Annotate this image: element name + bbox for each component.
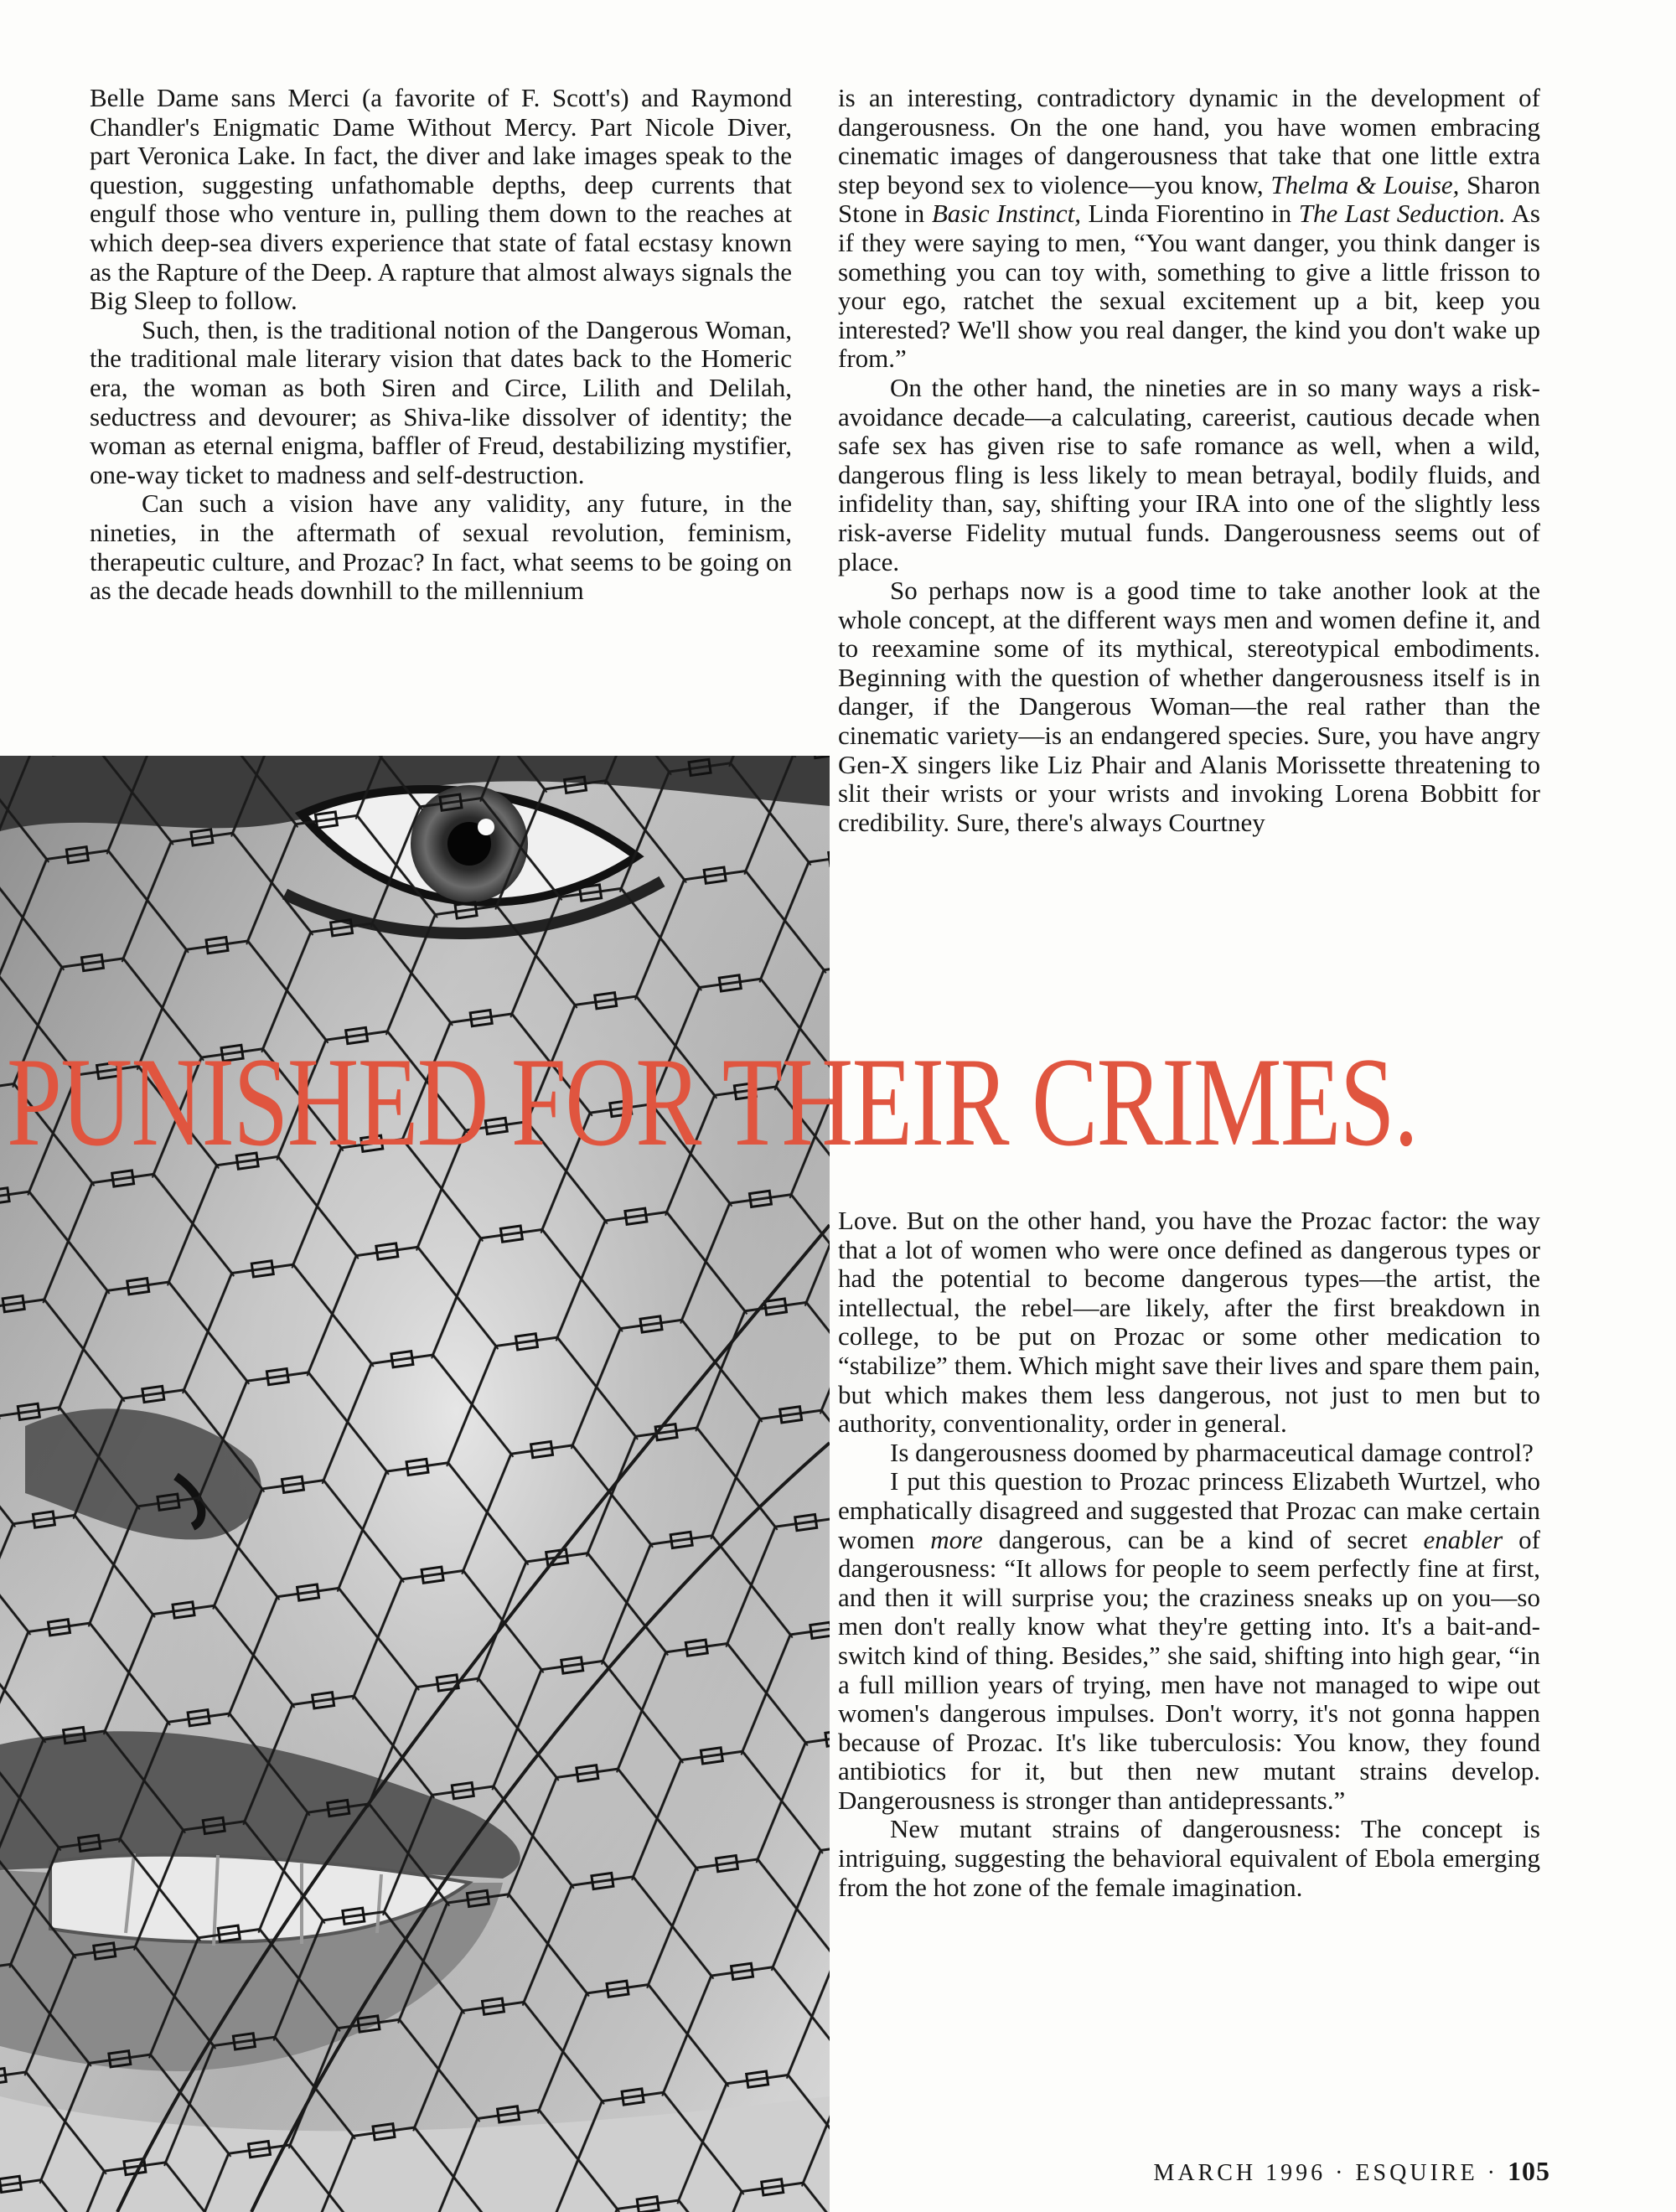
paragraph: Can such a vision have any validity, any future, in the nineties, in the aftermath of sexual revolution, feminism, therapeutic culture, and Prozac? In fact, what seems to be going on as the decade heads downhill to the millennium xyxy=(90,488,792,606)
film-title: The Last Seduction. xyxy=(1298,199,1506,229)
text-run: As if they were saying to men, “You want danger, you think danger is something you can toy with, something to give a little frisson to your ego, ratchet the sexual excitement up a bit, keep you interested? We'll show you real danger, the kind you don't wake up from.” xyxy=(838,199,1540,374)
emphasis: more xyxy=(930,1524,983,1554)
text-run: I put this question to Prozac princess Elizabeth Wurtzel, who emphatically disagreed and suggested that Prozac can make certain women xyxy=(838,1466,1540,1554)
text-run: of dangerousness: “It allows for people to seem perfectly fine at first, and then it will surprise you; the craziness sneaks up on you—so men don't really know what they're getting into. It's a bait-and-switch kind of thing. Besides,” she said, shifting into high gear, “in a full million years of trying, men have not managed to wipe out women's dangerous impulses. Don't worry, it's not gonna happen because of Prozac. It's like tuberculosis: You know, they found antibiotics for it, but then new mutant strains develop. Dangerousness is stronger than antidepressants.” xyxy=(838,1524,1540,1815)
paragraph: So perhaps now is a good time to take another look at the whole concept, at the different ways men and women define it, and to reexamine some of its mythical, stereotypical embodiments. Beginning with the question of whether dangerousness itself is in danger, if the Dangerous Woman—the real rather than the cinematic variety—is an endangered species. Sure, you have angry Gen-X singers like Liz Phair and Alanis Morissette threatening to slit their wrists or your wrists and invoking Lorena Bobbitt for credibility. Sure, there's always Courtney xyxy=(838,576,1540,837)
paragraph: Is dangerousness doomed by pharmaceutical damage control? xyxy=(890,1437,1534,1467)
text-run: Linda Fiorentino in xyxy=(1080,199,1299,229)
paragraph: Such, then, is the traditional notion of the Dangerous Woman, the traditional male literary vision that dates back to the Homeric era, the woman as both Siren and Circe, Lilith and Delilah, seductress and devourer; as Shiva-like dissolver of identity; the woman as eternal enigma, baffler of Freud, destabilizing mystifier, one-way ticket to madness and self-destruction. xyxy=(90,314,792,489)
photo-face-behind-net xyxy=(0,756,830,2212)
text-run: is an interesting, contradictory dynamic in the development of dangerousness. On the one hand, you have women embracing cinematic images of dangerousness that take that one little extra step beyond sex to violence—you know, xyxy=(838,83,1540,199)
text-run: Sharon Stone in xyxy=(838,169,1541,229)
film-title: Thelma & Louise, xyxy=(1270,169,1460,199)
emphasis: enabler xyxy=(1423,1524,1503,1554)
page-number: 105 xyxy=(1508,2156,1550,2186)
article-column-right-top xyxy=(838,84,1540,837)
paragraph: New mutant strains of dangerousness: The concept is intriguing, suggesting the behavioral equivalent of Ebola emerging from the hot zone of the female imagination. xyxy=(838,1814,1540,1902)
issue-label: MARCH 1996 · ESQUIRE · xyxy=(1153,2160,1508,2186)
paragraph: Belle Dame sans Merci (a favorite of F. Scott's) and Raymond Chandler's Enigmatic Dame Without Mercy. Part Nicole Diver, part Veronica Lake. In fact, the diver and lake images speak to the question, suggesting unfathomable depths, deep currents that engulf those who venture in, pulling them down to the reaches at which deep-sea divers experience that state of fatal ecstasy known as the Rapture of the Deep. A rapture that almost always signals the Big Sleep to follow. xyxy=(90,83,792,316)
film-title: Basic Instinct, xyxy=(931,199,1081,229)
text-run: dangerous, can be a kind of secret xyxy=(982,1524,1424,1554)
page-folio xyxy=(1153,2156,1550,2187)
paragraph xyxy=(838,84,1540,374)
headline: PUNISHED FOR THEIR CRIMES. xyxy=(7,1031,1418,1172)
photo-illustration xyxy=(0,756,830,2212)
paragraph xyxy=(838,1467,1540,1815)
paragraph: Love. But on the other hand, you have the Prozac factor: the way that a lot of women who were once defined as dangerous types or had the potential to become dangerous types—the artist, the intellectual, the rebel—are likely, after the first breakdown in college, to be put on Prozac or some other medication to “stabilize” them. Which might save their lives and spare them pain, but which makes them less dangerous, not just to men but to authority, conventionality, order in general. xyxy=(838,1206,1540,1439)
article-column-right-bottom xyxy=(838,1207,1540,1902)
paragraph: On the other hand, the nineties are in so many ways a risk-avoidance decade—a calculating, careerist, cautious decade when safe sex has given rise to safe romance as well, when a wild, dangerous fling is less likely to mean betrayal, bodily fluids, and infidelity than, say, shifting your IRA into one of the slightly less risk-averse Fidelity mutual funds. Dangerousness seems out of place. xyxy=(838,372,1540,576)
article-column-left-top xyxy=(90,84,792,606)
